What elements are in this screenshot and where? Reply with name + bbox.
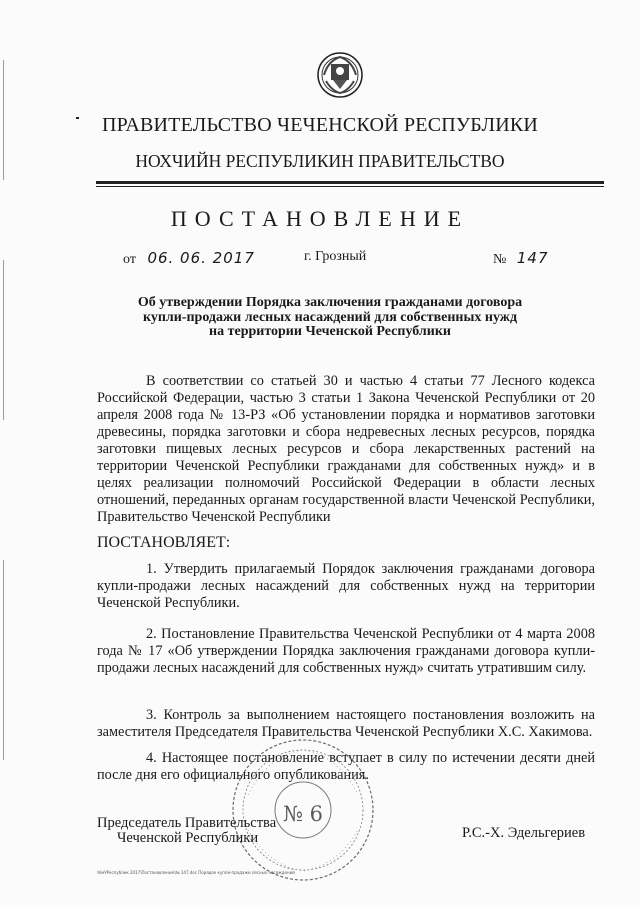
signatory-line: Чеченской Республики bbox=[117, 830, 259, 846]
header-divider-thin bbox=[96, 186, 604, 187]
document-heading bbox=[120, 296, 540, 340]
header-divider bbox=[96, 181, 604, 184]
resolve-heading: ПОСТАНОВЛЯЕТ: bbox=[97, 534, 231, 551]
city: г. Грозный bbox=[304, 249, 367, 264]
heading-line: купли-продажи лесных насаждений для собственных нужд bbox=[142, 309, 518, 325]
date-row bbox=[123, 249, 255, 268]
stamp-number: № 6 bbox=[283, 802, 323, 826]
heading-line: на территории Чеченской Республики bbox=[209, 324, 451, 339]
number-prefix: № bbox=[493, 252, 507, 267]
clause-3: 3. Контроль за выполнением настоящего постановления возложить на заместителя Председателя Правительства Чеченской Республики Х.С. Хакимова. bbox=[97, 707, 595, 740]
clause-1: 1. Утвердить прилагаемый Порядок заключения гражданами договора купли-продажи лесных насаждений для собственных нужд на территории Чеченской Республики. bbox=[97, 561, 595, 611]
scan-edge-mark bbox=[3, 560, 4, 760]
coat-of-arms-icon bbox=[316, 51, 364, 99]
date-value: 06. 06. 2017 bbox=[147, 249, 255, 267]
preamble-paragraph: В соответствии со статьей 30 и частью 4 статьи 77 Лесного кодекса Российской Федерации, частью 3 статьи 1 Закона Чеченской Республики от 20 апреля 2008 года № 13-РЗ «Об установлении порядка и нормативов заготовки древесины, порядка заготовки и сбора недревесных лесных ресурсов, порядка заготовки пищевых лесных ресурсов и сбора лекарственных растений на территории Чеченской Республики гражданами для собственных нужд» и в целях реализации полномочий Российской Федерации в области лесных отношений, переданных органам государственной власти Чеченской Республики, Правительство Чеченской Республики bbox=[97, 373, 595, 525]
signatory-title bbox=[97, 816, 276, 846]
number-value: 147 bbox=[516, 249, 549, 267]
date-prefix: от bbox=[123, 252, 136, 267]
signatory-line: Председатель Правительства bbox=[97, 815, 277, 831]
scan-edge-mark bbox=[3, 260, 4, 420]
government-title-chechen: НОХЧИЙН РЕСПУБЛИКИН ПРАВИТЕЛЬСТВО bbox=[135, 151, 505, 171]
file-path-note: \КмУРеспублик 2017\Постановление\№ 147.doc Порядок купли-продажи лесных насаждений bbox=[97, 870, 295, 875]
government-title: ПРАВИТЕЛЬСТВО ЧЕЧЕНСКОЙ РЕСПУБЛИКИ bbox=[101, 114, 539, 136]
signatory-name: Р.С.-Х. Эдельгериев bbox=[462, 825, 586, 841]
document-type: ПОСТАНОВЛЕНИЕ bbox=[170, 206, 470, 231]
clause-2: 2. Постановление Правительства Чеченской Республики от 4 марта 2008 года № 17 «Об утверждении Порядка заключения гражданами договора купли-продажи лесных насаждений для собственных нужд» считать утратившим силу. bbox=[97, 626, 595, 676]
stamp-seal bbox=[228, 735, 378, 885]
heading-line: Об утверждении Порядка заключения гражданами договора bbox=[137, 295, 523, 310]
number-row bbox=[493, 249, 549, 268]
clause-4: 4. Настоящее постановление вступает в силу по истечении десяти дней после дня его официального опубликования. bbox=[97, 750, 595, 783]
